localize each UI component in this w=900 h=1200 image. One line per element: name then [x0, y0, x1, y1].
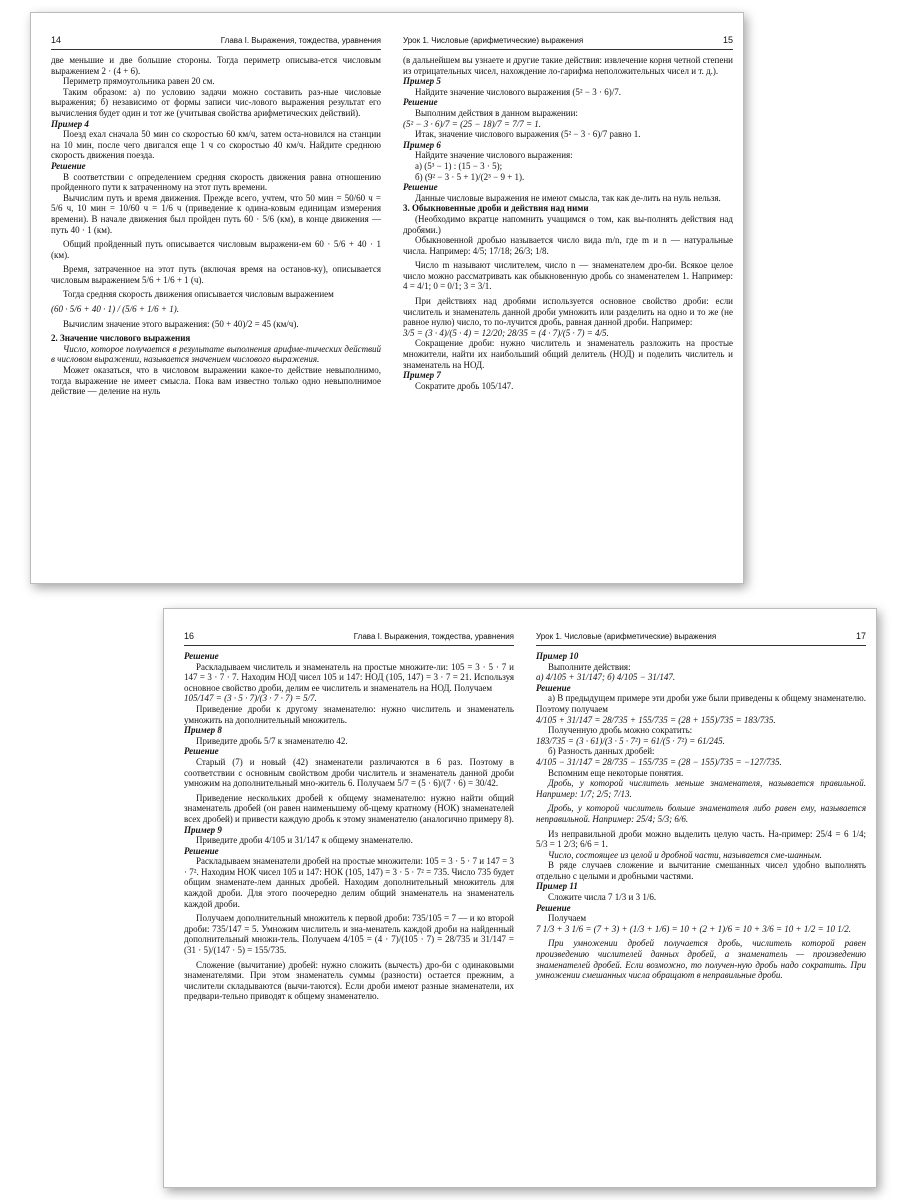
paragraph: Из неправильной дроби можно выделить целую часть. На-пример: 25/4 = 6 1/4; 5/3 = 1 2/3; 6/6 = 1. [536, 828, 866, 850]
paragraph: Может оказаться, что в числовом выражении какое-то действие невыполнимо, тогда выражение не имеет смысла. Пока вам известно только одно невыполнимое действие — деление на нуль [51, 365, 381, 397]
paragraph: (в дальнейшем вы узнаете и другие такие действия: извлечение корня четной степени из отрицательных чисел, нахождение ло-гарифма неположительных чисел и т. д.). [403, 55, 733, 76]
formula: 4/105 − 31/147 = 28/735 − 155/735 = (28 − 155)/735 = −127/735. [536, 756, 782, 767]
example-heading: Пример 10 [536, 651, 579, 661]
paragraph: Получаем дополнительный множитель к первой дроби: 735/105 = 7 — и ко второй дроби: 735/147 = 5. Умножим числитель и зна-менатель каждой дроби на найденный дополнительный множи-тель. Получаем 4/105 = (4 · 7)/(105 · 7) = 28/735 и 31/147 = (31 · 5)/(147 · 5) = 155/735. [184, 913, 514, 956]
paragraph: Вспомним еще некоторые понятия. [548, 767, 684, 778]
definition: Дробь, у которой числитель больше знаменателя либо равен ему, называется неправильной. Например: 25/4; 5/3; 6/6. [536, 803, 866, 824]
solution-heading: Решение [403, 182, 438, 193]
page-number: 15 [722, 35, 733, 45]
definition: Число, которое получается в результате выполнения арифме-тических действий в числовом выражении, называется значением числового выражения. [51, 343, 381, 365]
paragraph: Число m называют числителем, число n — знаменателем дро-би. Всякое целое число можно рассматривать как обыкновенную дробь со знаменателем 1. Например: 4 = 4/1; 0 = 0/1; 3 = 3/1. [403, 260, 733, 292]
paragraph: Найдите значение числового выражения: [415, 150, 573, 161]
header-title: Глава I. Выражения, тождества, уравнения [220, 36, 381, 45]
paragraph: Приведите дробь 5/7 к знаменателю 42. [196, 735, 348, 746]
formula: (5² − 3 · 6)/7 = (25 − 18)/7 = 7/7 = 1. [403, 118, 542, 129]
running-header [403, 35, 733, 50]
paragraph: Общий пройденный путь описывается числовым выражени-ем 60 · 5/6 + 40 · 1 (км). [51, 239, 381, 260]
paragraph: Поезд ехал сначала 50 мин со скоростью 60 км/ч, затем оста-новился на станции на 10 мин, после чего двигался еще 1 ч со скоростью 40 км/ч. Найдите среднюю скорость движения поезда. [51, 129, 381, 161]
definition: Обыкновенной дробью называется число вида m/n, где m и n — натуральные числа. Например: 4/5; 17/18; 26/3; 1/8. [403, 235, 733, 256]
paragraph: Получаем [548, 913, 587, 924]
page-body [536, 651, 866, 981]
paragraph: Раскладываем числитель и знаменатель на простые множите-ли: 105 = 3 · 5 · 7 и 147 = 3 · 7 · 7. Находим НОД чисел 105 и 147: НОД (105, 147) = 3 · 7 = 21. Используя основное свойство дроби, делим ее числитель и знаменатель на НОД. Получаем [184, 661, 514, 693]
paragraph: Приведите дроби 4/105 и 31/147 к общему знаменателю. [196, 835, 413, 846]
example-heading: Пример 6 [403, 139, 441, 150]
paragraph: Полученную дробь можно сократить: [548, 725, 693, 736]
book-spread-bottom [163, 608, 877, 1188]
example-heading: Пример 7 [403, 370, 441, 381]
paragraph: Сокращение дроби: нужно числитель и знаменатель разложить на простые множители, найти их наибольший общий делитель (НОД) и поделить числитель и знаменатель на НОД. [403, 338, 733, 370]
section-heading: 3. Обыкновенные дроби и действия над ними [403, 203, 589, 214]
formula: 7 1/3 + 3 1/6 = (7 + 3) + (1/3 + 1/6) = 10 + (2 + 1)/6 = 10 + 3/6 = 10 + 1/2 = 10 1/2. [536, 923, 851, 934]
paragraph: Старый (7) и новый (42) знаменатели различаются в 6 раз. Поэтому в соответствии с основным свойством дроби числитель и знаменатель данной дроби умножим на дополнительный мно-житель 6. Получаем 5/7 = (5 · 6)/(7 · 6) = 30/42. [184, 756, 514, 789]
page-number: 17 [855, 631, 866, 641]
page-number: 16 [184, 631, 195, 641]
paragraph: Вычислим значение этого выражения: (50 + 40)/2 = 45 (км/ч). [63, 318, 299, 329]
page-body [184, 651, 514, 1002]
header-title: Урок 1. Числовые (арифметические) выражения [536, 632, 717, 641]
paragraph: Периметр прямоугольника равен 20 см. [63, 76, 215, 87]
formula: б) (9² − 3 · 5 + 1)/(2³ − 9 + 1). [415, 171, 525, 182]
example-heading: Пример 11 [536, 881, 578, 892]
paragraph: Таким образом: а) по условию задачи можно составить раз-ные числовые выражения; б) независимо от формы записи чис-лового выражения результат его вычисления будет один и тот же (учитывая свойства арифметических действий). [51, 86, 381, 118]
paragraph: В ряде случаев сложение и вычитание смешанных чисел удобно выполнять отдельно с целыми и дробными частями. [536, 860, 866, 881]
example-heading: Пример 4 [51, 118, 89, 129]
example-heading: Пример 8 [184, 725, 222, 736]
paragraph: Вычислим путь и время движения. Прежде всего, учтем, что 50 мин = 50/60 ч = 5/6 ч, 10 мин = 10/60 ч = 1/6 ч (приведение к одина-ковым единицам измерения времени). В начале движения был пройден путь 60 · 5/6 (км), в конце движения — путь 40 · 1 (км). [51, 192, 381, 235]
running-header [184, 631, 514, 646]
header-title: Глава I. Выражения, тождества, уравнения [353, 632, 514, 641]
paragraph: Раскладываем знаменатели дробей на простые множители: 105 = 3 · 5 · 7 и 147 = 3 · 7². Находим НОК чисел 105 и 147: НОК (105, 147) = 3 · 5 · 7² = 735. Число 735 будет общим знаменате-лем данных дробей. Находим дополнительный множитель для каждой дроби. Для этого поочередно делим общий знаменатель на знаменатель каждой дроби. [184, 856, 514, 909]
paragraph: Время, затраченное на этот путь (включая время на останов-ку), описывается числовым выражением 5/6 + 1/6 + 1 (ч). [51, 264, 381, 285]
page-15 [403, 13, 733, 583]
paragraph: Выполните действия: [548, 661, 631, 672]
definition: Дробь, у которой числитель меньше знаменателя, называется правильной. Например: 1/7; 2/5; 7/13. [536, 778, 866, 799]
formula: (60 · 5/6 + 40 · 1) / (5/6 + 1/6 + 1). [51, 304, 179, 315]
paragraph: Сложите числа 7 1/3 и 3 1/6. [548, 892, 657, 903]
paragraph: Сложение (вычитание) дробей: нужно сложить (вычесть) дро-би с одинаковыми знаменателями. При этом знаменатель суммы (разности) остается прежним, а числители складываются (вычи-таются). Если дроби имеют разные знаменатели, их предвари-тельно приводят к общему знаменателю. [184, 959, 514, 1002]
formula: 3/5 = (3 · 4)/(5 · 4) = 12/20; 28/35 = (4 · 7)/(5 · 7) = 4/5. [403, 327, 609, 338]
solution-heading: Решение [184, 746, 219, 757]
example-heading: Пример 9 [184, 824, 222, 835]
formula: 105/147 = (3 · 5 · 7)/(3 · 7 · 7) = 5/7. [184, 693, 317, 704]
page-number: 14 [51, 35, 62, 45]
paragraph: две меньшие и две большие стороны. Тогда периметр описыва-ется числовым выражением 2 · (4 + 6). [51, 55, 381, 76]
definition: Число, состоящее из целой и дробной части, называется сме-шанным. [548, 849, 822, 860]
paragraph: Тогда средняя скорость движения описывается числовым выражением [63, 289, 334, 300]
solution-heading: Решение [536, 682, 571, 693]
book-spread-top [30, 12, 744, 584]
paragraph: Итак, значение числового выражения (5² − 3 · 6)/7 равно 1. [415, 129, 641, 140]
paragraph: Приведение нескольких дробей к общему знаменателю: нужно найти общий знаменатель дробей (он равен наименьшему об-щему кратному (НОК) знаменателей всех дробей) и привести каждую дробь к этому знаменателю (аналогично примеру 8). [184, 792, 514, 824]
solution-heading: Решение [184, 651, 219, 661]
paragraph: Приведение дроби к другому знаменателю: нужно числитель и знаменатель умножить на дополнительный множитель. [184, 703, 514, 725]
page-16 [184, 609, 514, 1187]
formula: 183/735 = (3 · 61)/(3 · 5 · 7²) = 61/(5 · 7²) = 61/245. [536, 735, 725, 746]
definition: При умножении дробей получается дробь, числитель которой равен произведению числителей данных дробей, а знаменатель — произведению знаменателей дробей. Если возможно, то получен-ную дробь надо сократить. При умножении смешанных числа обращают в неправильные дроби. [536, 938, 866, 981]
running-header [51, 35, 381, 50]
formula: 4/105 + 31/147 = 28/735 + 155/735 = (28 + 155)/735 = 183/735. [536, 714, 776, 725]
paragraph: В соответствии с определением средняя скорость движения равна отношению пройденного пути к затраченному на этот путь времени. [51, 171, 381, 193]
solution-heading: Решение [403, 97, 438, 108]
solution-heading: Решение [51, 160, 86, 171]
example-heading: Пример 5 [403, 76, 441, 87]
page-body [403, 55, 733, 391]
header-title: Урок 1. Числовые (арифметические) выражения [403, 36, 584, 45]
paragraph: Выполним действия в данном выражении: [415, 107, 578, 118]
formula: а) 4/105 + 31/147; б) 4/105 − 31/147. [536, 672, 676, 683]
solution-heading: Решение [536, 902, 571, 913]
page-body [51, 55, 381, 397]
solution-heading: Решение [184, 845, 219, 856]
paragraph: б) Разность данных дробей: [548, 746, 655, 757]
paragraph: При действиях над дробями используется основное свойство дроби: если числитель и знаменатель данной дроби умножить или разделить на одно и то же (не равное нулю) число, то по-лучится дробь, равная данной дроби. Например: [403, 296, 733, 328]
running-header [536, 631, 866, 646]
paragraph: а) В предыдущем примере эти дроби уже были приведены к общему знаменателю. Поэтому получаем [536, 693, 866, 714]
page-17 [536, 609, 866, 1187]
paragraph: Данные числовые выражения не имеют смысла, так как де-лить на нуль нельзя. [415, 192, 721, 203]
paragraph: Сократите дробь 105/147. [415, 380, 514, 391]
section-heading: 2. Значение числового выражения [51, 333, 191, 344]
page-14 [51, 13, 381, 583]
paragraph: (Необходимо вкратце напомнить учащимся о том, как вы-полнять действия над дробями.) [403, 213, 733, 235]
formula: а) (5³ − 1) : (15 − 3 · 5); [415, 160, 503, 171]
paragraph: Найдите значение числового выражения (5² − 3 · 6)/7. [415, 86, 621, 97]
